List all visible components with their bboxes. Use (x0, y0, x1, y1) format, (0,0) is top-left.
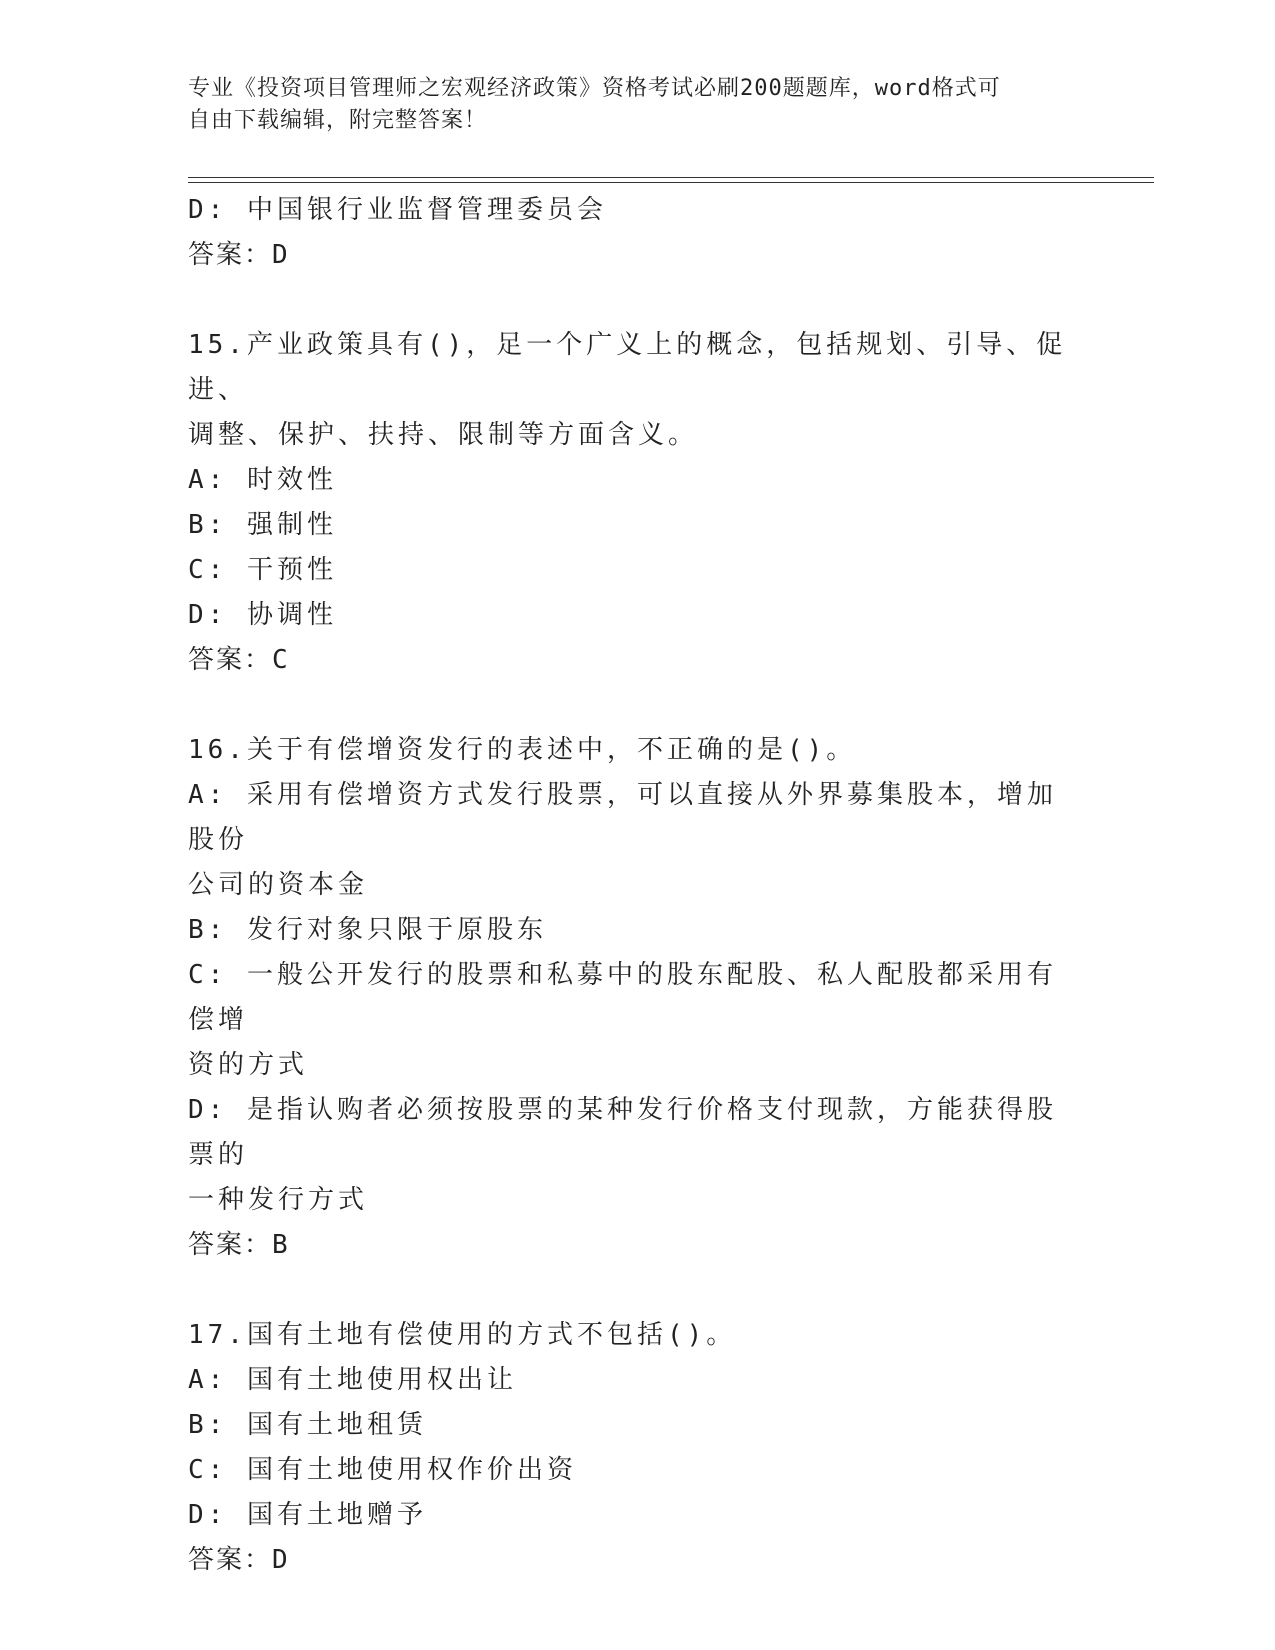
option-d: D: 是指认购者必须按股票的某种发行价格支付现款，方能获得股票的 (188, 1095, 1057, 1170)
question-stem: 16.关于有偿增资发行的表述中，不正确的是()。 (188, 735, 857, 765)
option-d: D: 协调性 (188, 600, 337, 630)
question-block-prev (188, 188, 1068, 278)
option-b: B: 强制性 (188, 510, 337, 540)
answer-line: 答案：B (188, 1230, 290, 1260)
option-d-continued: 一种发行方式 (188, 1185, 369, 1215)
header-line-1: 专业《投资项目管理师之宏观经济政策》资格考试必刷200题题库，word格式可 (188, 76, 1001, 101)
option-c: C: 一般公开发行的股票和私募中的股东配股、私人配股都采用有偿增 (188, 960, 1057, 1035)
question-stem: 15.产业政策具有()，足一个广义上的概念，包括规划、引导、促进、 (188, 330, 1067, 405)
answer-line: 答案：D (188, 240, 290, 270)
spacer (188, 1268, 1068, 1313)
answer-line: 答案：D (188, 1545, 290, 1575)
option-a: A: 采用有偿增资方式发行股票，可以直接从外界募集股本，增加股份 (188, 780, 1057, 855)
option-d: D: 国有土地赠予 (188, 1500, 427, 1530)
question-list (188, 188, 1068, 1583)
option-c: C: 干预性 (188, 555, 337, 585)
question-block-16 (188, 728, 1068, 1268)
option-c-continued: 资的方式 (188, 1050, 309, 1080)
answer-line: 答案：C (188, 645, 290, 675)
spacer (188, 683, 1068, 728)
option-b: B: 国有土地租赁 (188, 1410, 427, 1440)
option-c: C: 国有土地使用权作价出资 (188, 1455, 577, 1485)
header-line-2: 自由下载编辑，附完整答案！ (188, 108, 488, 133)
page-header (188, 73, 1068, 137)
question-stem: 17.国有土地有偿使用的方式不包括()。 (188, 1320, 737, 1350)
question-block-15 (188, 323, 1068, 683)
option-d: D: 中国银行业监督管理委员会 (188, 195, 607, 225)
option-a: A: 时效性 (188, 465, 337, 495)
header-divider-bottom (188, 182, 1154, 183)
question-block-17 (188, 1313, 1068, 1583)
header-divider-top (188, 177, 1154, 178)
question-stem-continued: 调整、保护、扶持、限制等方面含义。 (188, 420, 699, 450)
option-a: A: 国有土地使用权出让 (188, 1365, 517, 1395)
option-a-continued: 公司的资本金 (188, 870, 369, 900)
spacer (188, 278, 1068, 323)
option-b: B: 发行对象只限于原股东 (188, 915, 547, 945)
